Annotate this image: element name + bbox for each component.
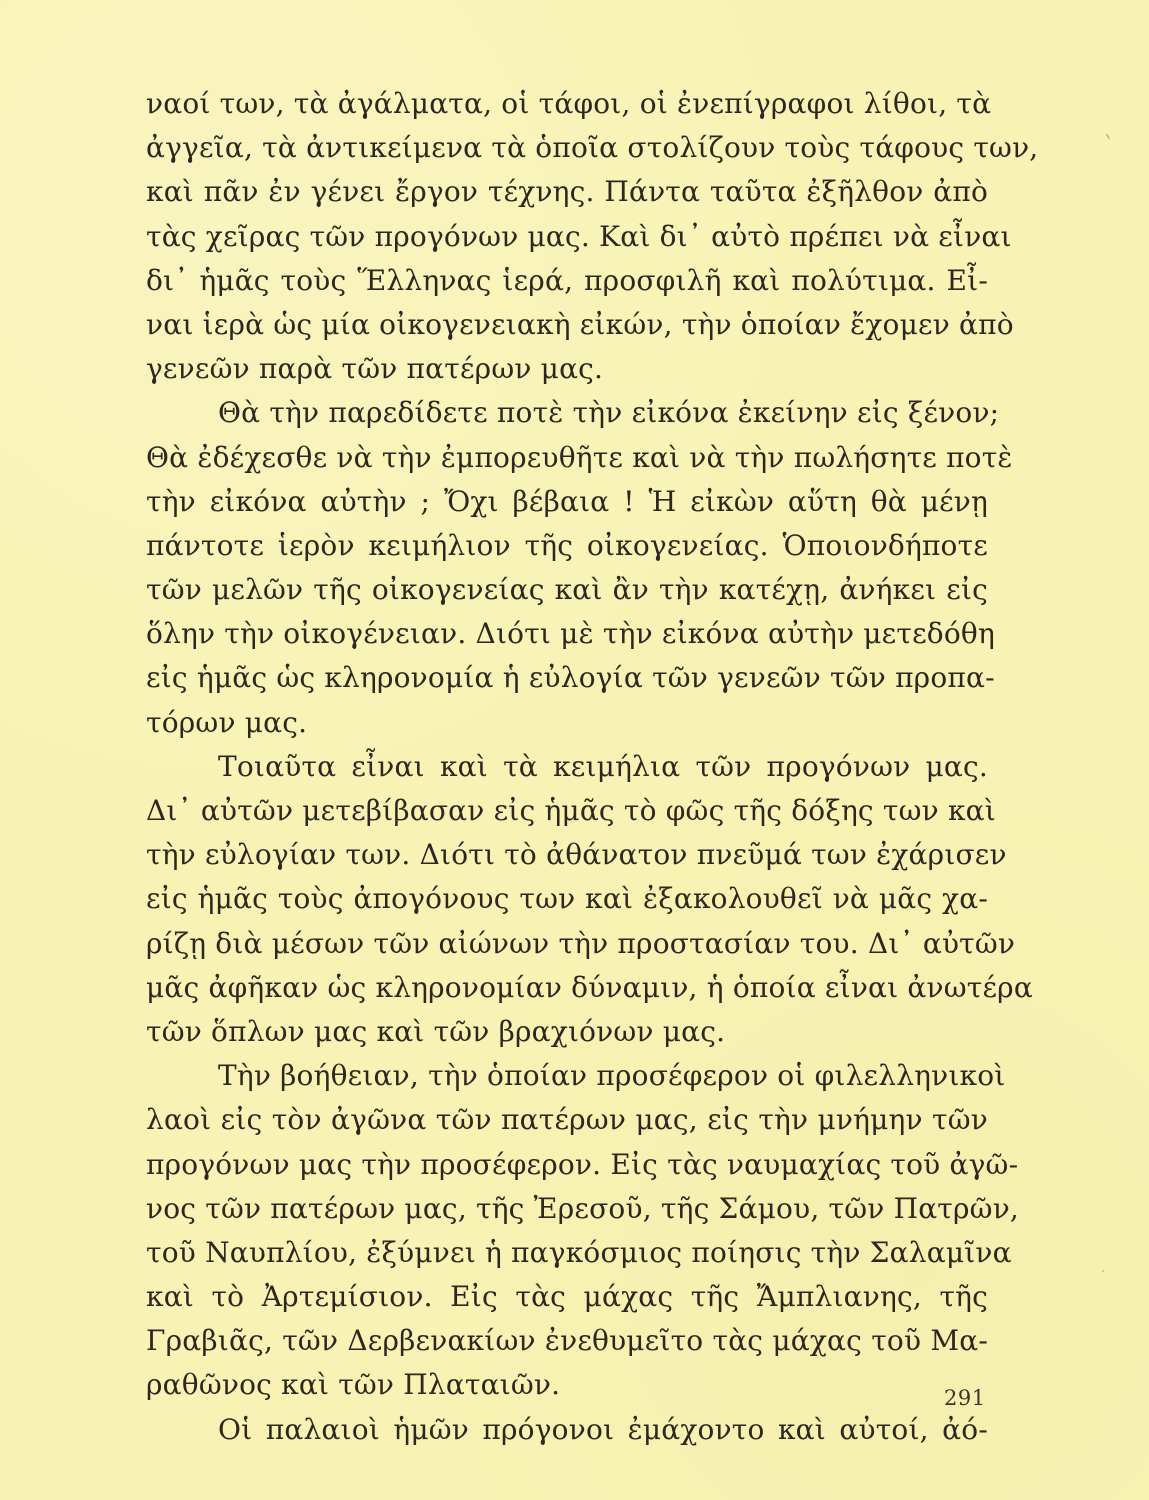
text-line: ναι ἱερὰ ὡς μία οἰκογενειακὴ εἰκών, τὴν ὁποίαν ἔχομεν ἀπὸ — [146, 307, 1014, 341]
text-line: τὴν εἰκόνα αὐτὴν ; Ὄχι βέβαια ! Ἡ εἰκὼν αὕτη θὰ μένῃ — [146, 484, 988, 518]
text-line: ρίζῃ διὰ μέσων τῶν αἰώνων τὴν προστασίαν του. Δι᾽ αὐτῶν — [146, 926, 1016, 960]
text-line: καὶ τὸ Ἀρτεμίσιον. Εἰς τὰς μάχας τῆς Ἄμπλιανης, τῆς — [146, 1280, 988, 1314]
text-line: εἰς ἡμᾶς τοὺς ἀπογόνους των καὶ ἐξακολουθεῖ νὰ μᾶς χα- — [146, 882, 988, 916]
text-line: Θὰ τὴν παρεδίδετε ποτὲ τὴν εἰκόνα ἐκείνην εἰς ξένον; — [218, 396, 1000, 430]
paper-speck — [1102, 1270, 1104, 1272]
text-line: μᾶς ἀφῆκαν ὡς κληρονομίαν δύναμιν, ἡ ὁποία εἶναι ἀνωτέρα — [146, 970, 1033, 1004]
text-line: Θὰ ἐδέχεσθε νὰ τὴν ἐμπορευθῆτε καὶ νὰ τὴν πωλήσητε ποτὲ — [146, 440, 1013, 474]
text-line: τόρων μας. — [146, 705, 308, 739]
text-line: λαοὶ εἰς τὸν ἀγῶνα τῶν πατέρων μας, εἰς τὴν μνήμην τῶν — [146, 1103, 988, 1137]
text-line: Τοιαῦτα εἶναι καὶ τὰ κειμήλια τῶν προγόνων μας. — [218, 749, 988, 783]
text-line: ναοί των, τὰ ἀγάλματα, οἱ τάφοι, οἱ ἐνεπίγραφοι λίθοι, τὰ — [146, 87, 992, 120]
text-line: Γραβιᾶς, τῶν Δερβενακίων ἐνεθυμεῖτο τὰς μάχας τοῦ Μα- — [146, 1324, 988, 1358]
paper-speck — [1105, 133, 1110, 140]
text-line: τὴν εὐλογίαν των. Διότι τὸ ἀθάνατον πνεῦμά των ἐχάρισεν — [146, 838, 1007, 872]
text-line: προγόνων μας τὴν προσέφερον. Εἰς τὰς ναυμαχίας τοῦ ἀγῶ- — [146, 1147, 1019, 1181]
text-line: καὶ πᾶν ἐν γένει ἔργον τέχνης. Πάντα ταῦτα ἐξῆλθον ἀπὸ — [146, 175, 988, 209]
page-number: 291 — [944, 1386, 986, 1410]
text-line: γενεῶν παρὰ τῶν πατέρων μας. — [146, 352, 604, 386]
page-text — [146, 82, 1039, 1452]
text-line: Οἱ παλαιοὶ ἡμῶν πρόγονοι ἐμάχοντο καὶ αὐτοί, ἀό- — [218, 1412, 988, 1446]
text-line: ἀγγεῖα, τὰ ἀντικείμενα τὰ ὁποῖα στολίζουν τοὺς τάφους των, — [146, 131, 1039, 165]
text-line: τῶν ὅπλων μας καὶ τῶν βραχιόνων μας. — [146, 1014, 726, 1048]
text-line: Τὴν βοήθειαν, τὴν ὁποίαν προσέφερον οἱ φιλελληνικοὶ — [218, 1059, 1006, 1093]
text-line: εἰς ἡμᾶς ὡς κληρονομία ἡ εὐλογία τῶν γενεῶν τῶν προπα- — [146, 661, 995, 695]
text-line: πάντοτε ἱερὸν κειμήλιον τῆς οἰκογενείας. Ὁποιονδήποτε — [146, 528, 988, 562]
text-line: ραθῶνος καὶ τῶν Πλαταιῶν. — [146, 1368, 561, 1402]
text-line: δι᾽ ἡμᾶς τοὺς Ἕλληνας ἱερά, προσφιλῆ καὶ πολύτιμα. Εἶ- — [146, 263, 988, 297]
text-line: τὰς χεῖρας τῶν προγόνων μας. Καὶ δι᾽ αὐτὸ πρέπει νὰ εἶναι — [146, 219, 1012, 253]
text-line: τοῦ Ναυπλίου, ἐξύμνει ἡ παγκόσμιος ποίησις τὴν Σαλαμῖνα — [146, 1235, 1012, 1269]
text-line: ὅλην τὴν οἰκογένειαν. Διότι μὲ τὴν εἰκόνα αὐτὴν μετεδόθη — [146, 617, 995, 651]
text-line: Δι᾽ αὐτῶν μετεβίβασαν εἰς ἡμᾶς τὸ φῶς τῆς δόξης των καὶ — [146, 794, 996, 827]
text-line: τῶν μελῶν τῆς οἰκογενείας καὶ ἂν τὴν κατέχῃ, ἀνήκει εἰς — [146, 573, 988, 607]
text-line: νος τῶν πατέρων μας, τῆς Ἐρεσοῦ, τῆς Σάμου, τῶν Πατρῶν, — [146, 1191, 1020, 1225]
